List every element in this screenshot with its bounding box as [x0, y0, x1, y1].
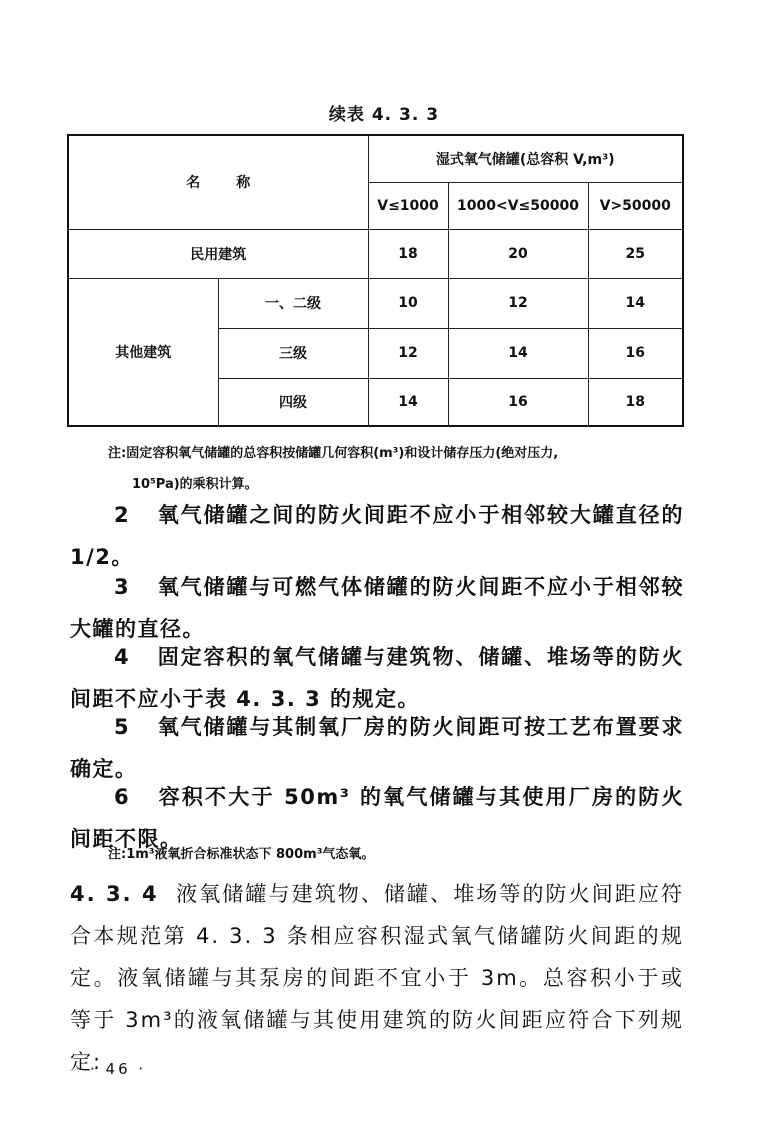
spacing-table	[67, 134, 684, 427]
table-cell: 18	[368, 229, 448, 278]
table-cell: 16	[448, 378, 588, 426]
table-note-line2: 10⁵Pa)的乘积计算。	[132, 477, 258, 492]
col-header-3: V>50000	[588, 182, 683, 229]
name-header-cell	[68, 135, 368, 229]
table-cell: 20	[448, 229, 588, 278]
clause-item: 2 氧气储罐之间的防火间距不应小于相邻较大罐直径的1/2。	[70, 503, 685, 569]
liquid-oxygen-note: 注:1m³液氧折合标准状态下 800m³气态氧。	[108, 847, 375, 862]
table-cell: 14	[588, 278, 683, 328]
table-cell: 12	[448, 278, 588, 328]
clause-item: 5 氧气储罐与其制氧厂房的防火间距可按工艺布置要求确定。	[70, 715, 685, 781]
table-cell: 10	[368, 278, 448, 328]
clause-item: 6 容积不大于 50m³ 的氧气储罐与其使用厂房的防火间距不限。	[70, 785, 684, 851]
section-number: 4. 3. 4	[70, 882, 159, 906]
row-label-civil: 民用建筑	[68, 229, 368, 278]
table-cell: 16	[588, 328, 683, 378]
name-header: 名 称	[186, 175, 251, 192]
row-sublabel: 一、二级	[218, 278, 368, 328]
page-number: · 46 ·	[90, 1060, 147, 1078]
col-header-2: 1000<V≤50000	[448, 182, 588, 229]
group-header: 湿式氧气储罐(总容积 V,m³)	[368, 135, 683, 182]
table-cell: 18	[588, 378, 683, 426]
table-note-line1: 注:固定容积氧气储罐的总容积按储罐几何容积(m³)和设计储存压力(绝对压力,	[108, 446, 559, 461]
row-sublabel: 三级	[218, 328, 368, 378]
col-header-1: V≤1000	[368, 182, 448, 229]
table-note	[108, 438, 688, 500]
table-cell: 12	[368, 328, 448, 378]
table-cell: 14	[368, 378, 448, 426]
row-label-other: 其他建筑	[68, 278, 218, 426]
section-text: 液氧储罐与建筑物、储罐、堆场等的防火间距应符合本规范第 4. 3. 3 条相应容积湿式氧气储罐防火间距的规定。液氧储罐与其泵房的间距不宜小于 3m。总容积小于或等于 3m³的液氧储罐与其使用建筑的防火间距应符合下列规定:	[70, 882, 684, 1074]
clause-item: 3 氧气储罐与可燃气体储罐的防火间距不应小于相邻较大罐的直径。	[70, 575, 685, 641]
table-cell: 25	[588, 229, 683, 278]
table-cell: 14	[448, 328, 588, 378]
section-paragraph	[70, 873, 684, 1083]
row-sublabel: 四级	[218, 378, 368, 426]
table-title: 续表 4. 3. 3	[328, 105, 440, 125]
clause-item: 4 固定容积的氧气储罐与建筑物、储罐、堆场等的防火间距不应小于表 4. 3. 3 的规定。	[70, 645, 685, 711]
